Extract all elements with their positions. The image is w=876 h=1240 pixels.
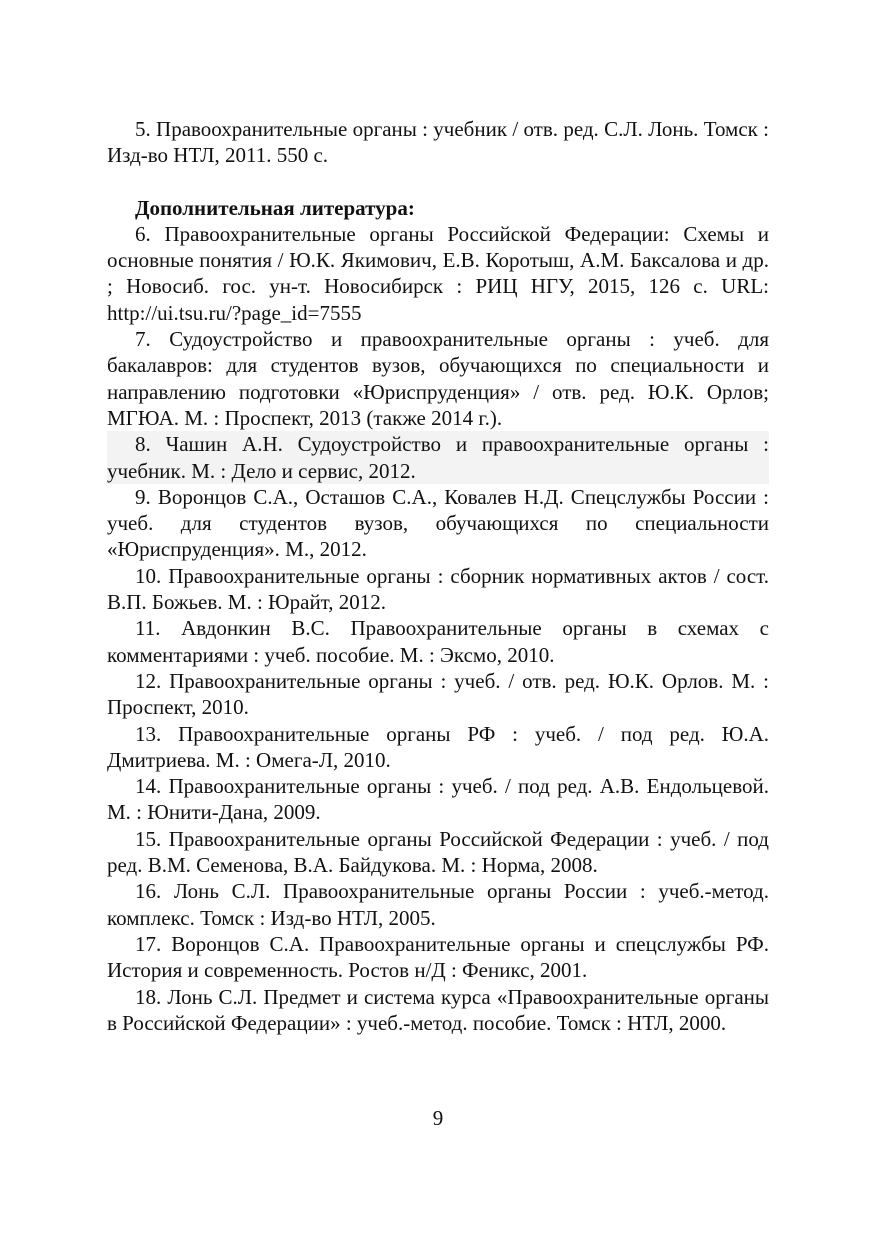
- reference-item-12: 12. Правоохранительные органы : учеб. / отв. ред. Ю.К. Орлов. М. : Проспект, 2010.: [107, 668, 769, 720]
- reference-item-16: 16. Лонь С.Л. Правоохранительные органы России : учеб.-метод. комплекс. Томск : Изд-во НТЛ, 2005.: [107, 879, 769, 930]
- reference-item-9: 9. Воронцов С.А., Осташов С.А., Ковалев Н.Д. Спецслужбы России : учеб. для студентов вузов, обучающихся по специальности «Юриспруденция». М., 2012.: [107, 484, 769, 562]
- reference-item-10: 10. Правоохранительные органы : сборник нормативных актов / сост. В.П. Божьев. М. : Юрайт, 2012.: [107, 563, 769, 615]
- reference-item-7: 7. Судоустройство и правоохранительные органы : учеб. для бакалавров: для студентов вузов, обучающихся по специальности и направлению подготовки «Юриспруденция» / отв. ред. Ю.К. Орлов; МГЮА. М. : Проспект, 2013 (также 2014 г.).: [107, 327, 769, 430]
- reference-item-8: 8. Чашин А.Н. Судоустройство и правоохранительные органы : учебник. М. : Дело и сервис, 2012.: [107, 432, 769, 483]
- reference-item-6: 6. Правоохранительные органы Российской Федерации: Схемы и основные понятия / Ю.К. Якимович, Е.В. Коротыш, А.М. Баксалова и др. ; Новосиб. гос. ун-т. Новосибирск : РИЦ НГУ, 2015, 126 с. URL: http://ui.tsu.ru/?page_id=7555: [107, 221, 769, 325]
- additional-literature-heading: Дополнительная литература:: [135, 195, 415, 220]
- reference-item-13: 13. Правоохранительные органы РФ : учеб. / под ред. Ю.А. Дмитриева. М. : Омега-Л, 2010.: [107, 721, 769, 772]
- page-number: 9: [432, 1106, 444, 1130]
- reference-item-15: 15. Правоохранительные органы Российской Федерации : учеб. / под ред. В.М. Семенова, В.А. Байдукова. М. : Норма, 2008.: [107, 826, 769, 878]
- reference-item-17: 17. Воронцов С.А. Правоохранительные органы и спецслужбы РФ. История и современность. Ростов н/Д : Феникс, 2001.: [107, 931, 769, 983]
- reference-item-14: 14. Правоохранительные органы : учеб. / под ред. А.В. Ендольцевой. М. : Юнити-Дана, 2009.: [107, 774, 769, 825]
- document-page: [107, 116, 769, 1036]
- reference-item-11: 11. Авдонкин В.С. Правоохранительные органы в схемах с комментариями : учеб. пособие. М. : Эксмо, 2010.: [107, 616, 769, 667]
- reference-item-5: 5. Правоохранительные органы : учебник / отв. ред. С.Л. Лонь. Томск : Изд-во НТЛ, 2011. 550 с.: [107, 117, 769, 168]
- reference-item-18: 18. Лонь С.Л. Предмет и система курса «Правоохранительные органы в Российской Федерации» : учеб.-метод. пособие. Томск : НТЛ, 2000.: [107, 984, 769, 1035]
